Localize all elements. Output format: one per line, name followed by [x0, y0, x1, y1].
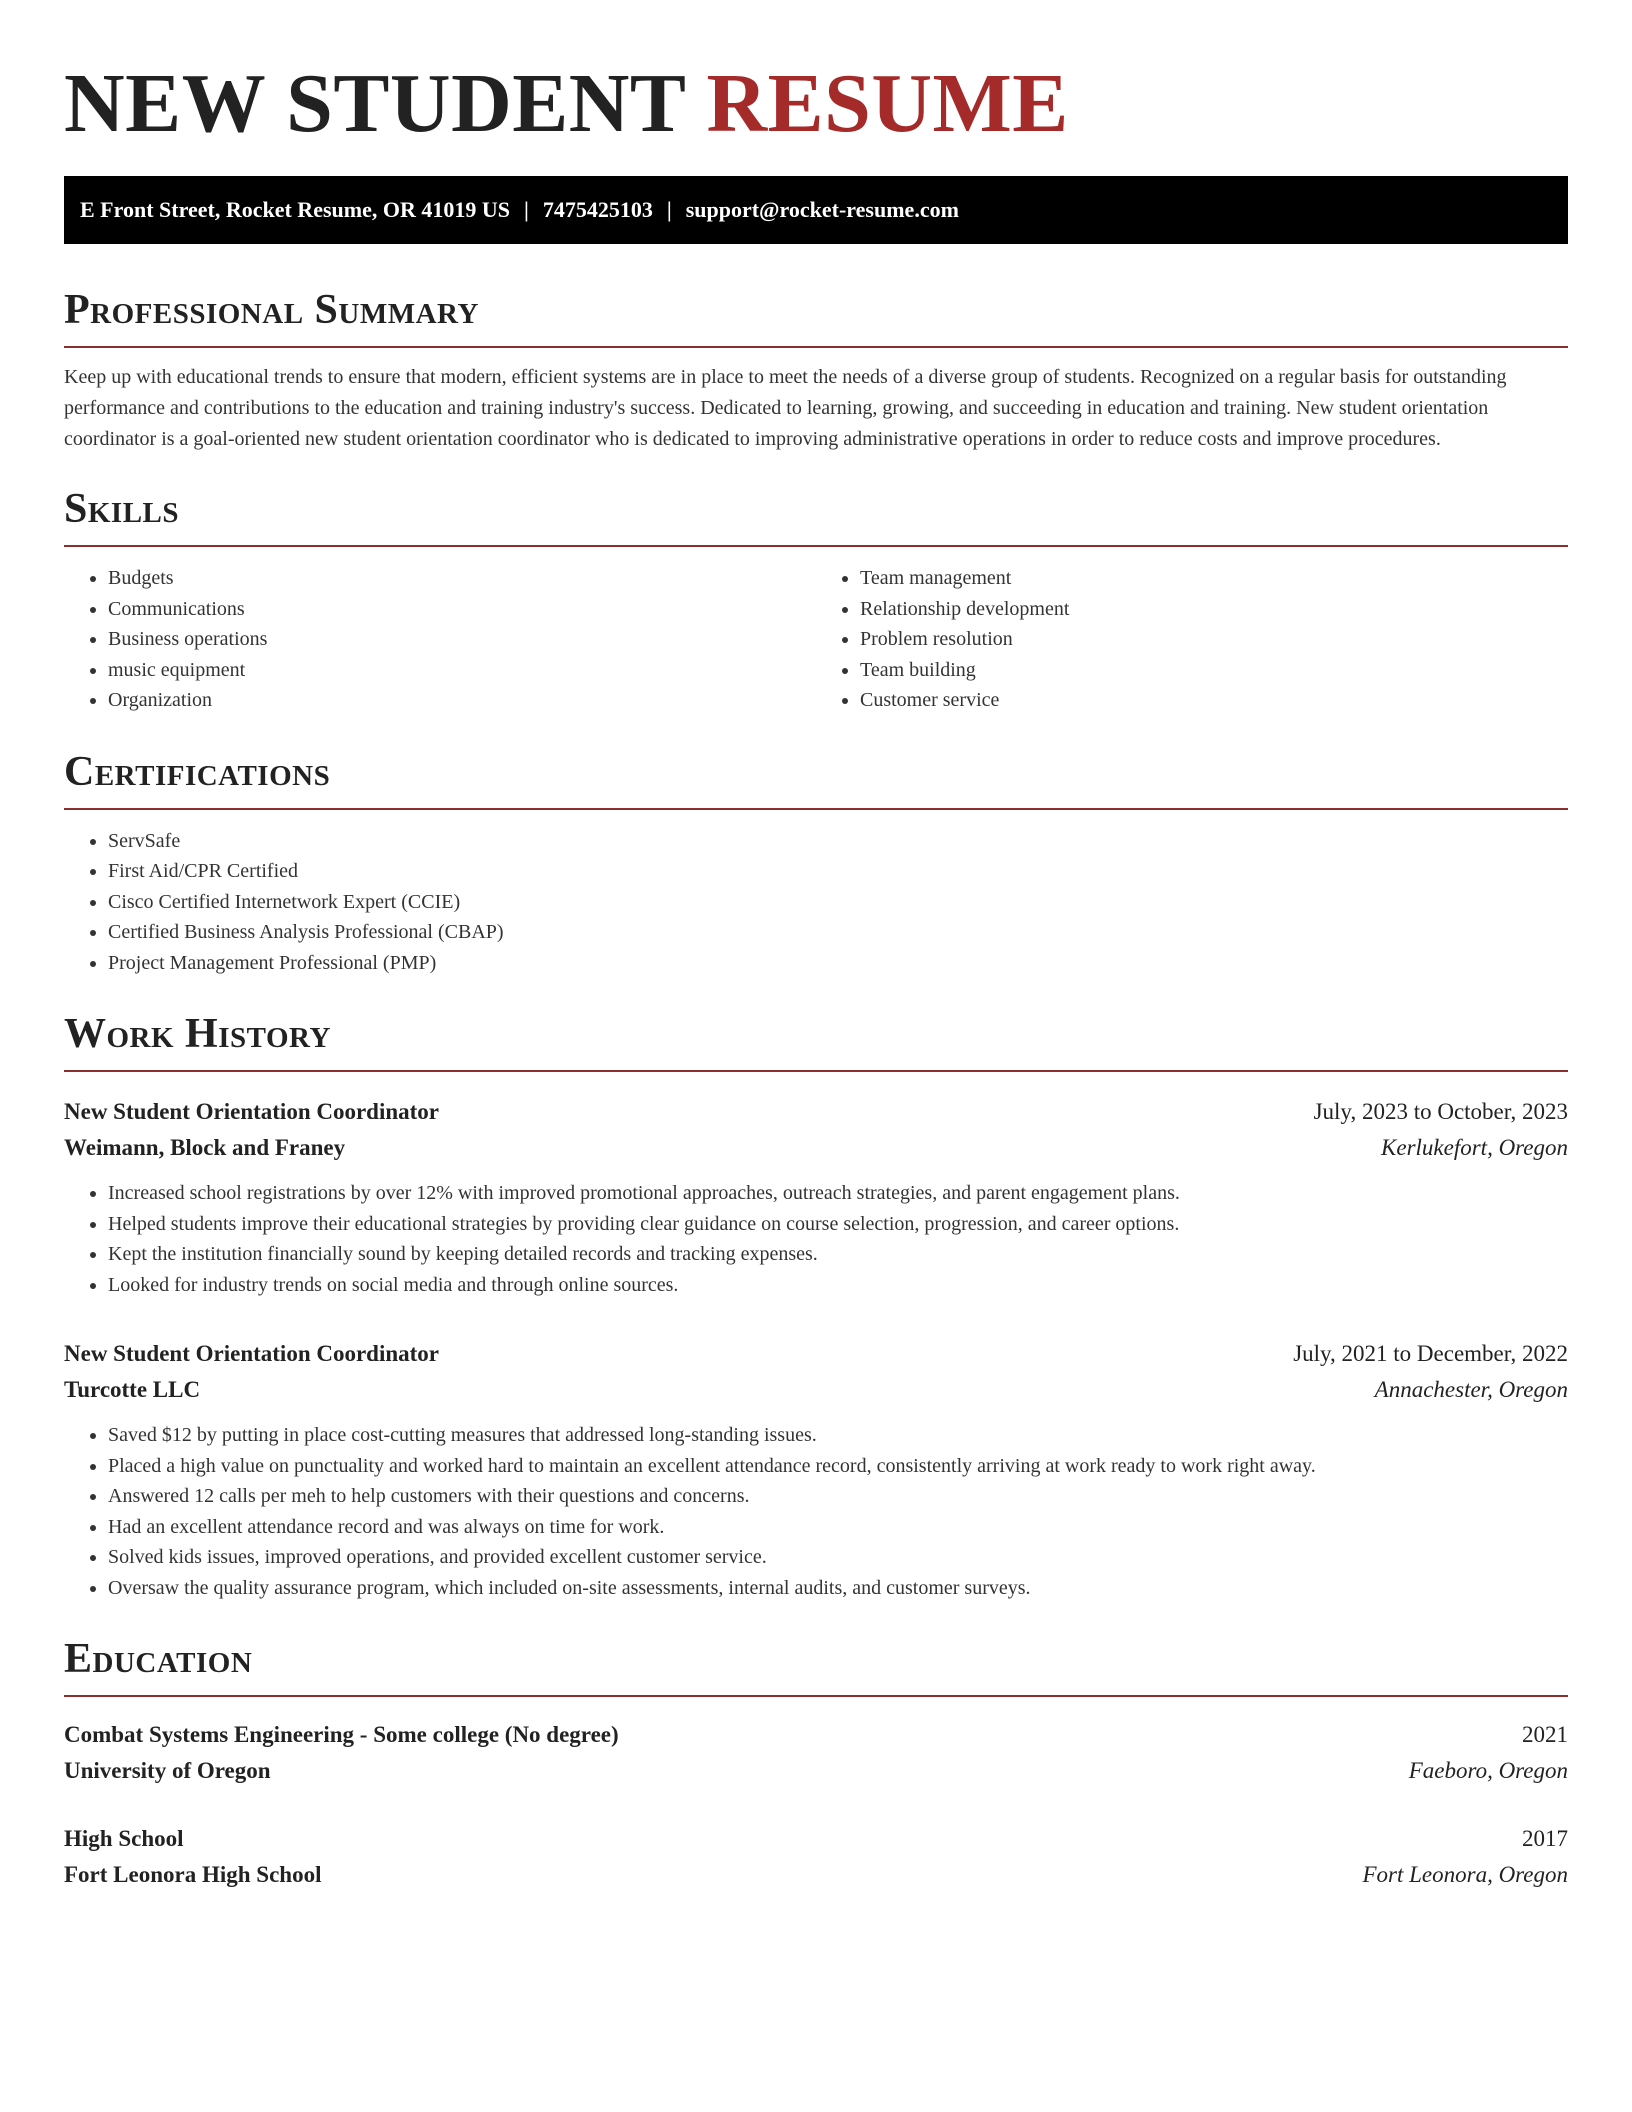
job-company: Weimann, Block and Franey	[64, 1135, 346, 1160]
education-school: University of Oregon	[64, 1758, 271, 1783]
job-bullet: • Answered 12 calls per meh to help customers with their questions and concerns.	[108, 1481, 1568, 1512]
education-year: 2021	[1522, 1722, 1568, 1747]
certification-item: • First Aid/CPR Certified	[108, 856, 1568, 887]
resume-title	[64, 56, 1568, 152]
education-school: Fort Leonora High School	[64, 1862, 322, 1887]
skills-list-left	[64, 563, 816, 716]
contact-separator: |	[523, 197, 529, 222]
job-title: New Student Orientation Coordinator	[64, 1099, 440, 1124]
work-history-heading: Work History	[64, 1008, 1568, 1072]
certification-item: • Cisco Certified Internetwork Expert (CCIE)	[108, 887, 1568, 918]
education-degree: Combat Systems Engineering - Some college (No degree)	[64, 1722, 619, 1747]
skills-list-right	[816, 563, 1568, 716]
job-bullet: • Kept the institution financially sound by keeping detailed records and tracking expenses.	[108, 1239, 1568, 1270]
job-title: New Student Orientation Coordinator	[64, 1341, 440, 1366]
education-location: Fort Leonora, Oregon	[1362, 1862, 1568, 1887]
job-bullet: • Saved $12 by putting in place cost-cutting measures that addressed long-standing issues.	[108, 1420, 1568, 1451]
education-degree-row	[64, 1821, 1568, 1857]
resume-page	[64, 56, 1568, 1893]
contact-address: E Front Street, Rocket Resume, OR 41019 US	[80, 197, 510, 222]
summary-heading: Professional Summary	[64, 284, 1568, 348]
education-school-row	[64, 1857, 1568, 1893]
skill-item: • Communications	[108, 594, 816, 625]
job-dates: July, 2021 to December, 2022	[1293, 1341, 1568, 1366]
job-dates: July, 2023 to October, 2023	[1313, 1099, 1568, 1124]
education-location: Faeboro, Oregon	[1408, 1758, 1568, 1783]
certifications-section	[64, 746, 1568, 979]
certification-item: • Certified Business Analysis Professional (CBAP)	[108, 917, 1568, 948]
skill-item: • Team building	[860, 655, 1568, 686]
skill-item: • Team management	[860, 563, 1568, 594]
skill-item: • Customer service	[860, 685, 1568, 716]
education-section	[64, 1633, 1568, 1893]
title-accent: RESUME	[706, 57, 1069, 150]
education-entry	[64, 1821, 1568, 1893]
job-bullets	[64, 1178, 1568, 1300]
job-bullet: • Increased school registrations by over 12% with improved promotional approaches, outreach strategies, and parent engagement plans.	[108, 1178, 1568, 1209]
job-bullet: • Had an excellent attendance record and was always on time for work.	[108, 1512, 1568, 1543]
certification-item: • ServSafe	[108, 826, 1568, 857]
job-bullet: • Helped students improve their educational strategies by providing clear guidance on course selection, progression, and career options.	[108, 1209, 1568, 1240]
certifications-heading: Certifications	[64, 746, 1568, 810]
skills-heading: Skills	[64, 483, 1568, 547]
job-location: Annachester, Oregon	[1374, 1377, 1568, 1402]
job-entry	[64, 1336, 1568, 1603]
job-header-row	[64, 1336, 1568, 1372]
job-company-row	[64, 1372, 1568, 1408]
skill-item: • Relationship development	[860, 594, 1568, 625]
skills-columns	[64, 547, 1568, 716]
job-company: Turcotte LLC	[64, 1377, 201, 1402]
skill-item: • music equipment	[108, 655, 816, 686]
skill-item: • Organization	[108, 685, 816, 716]
job-bullet: • Looked for industry trends on social media and through online sources.	[108, 1270, 1568, 1301]
education-school-row	[64, 1753, 1568, 1789]
job-header-row	[64, 1094, 1568, 1130]
skill-item: • Budgets	[108, 563, 816, 594]
skill-item: • Business operations	[108, 624, 816, 655]
education-degree: High School	[64, 1826, 184, 1851]
title-main: NEW STUDENT	[64, 57, 685, 150]
contact-bar	[64, 176, 1568, 244]
job-bullet: • Solved kids issues, improved operations, and provided excellent customer service.	[108, 1542, 1568, 1573]
education-heading: Education	[64, 1633, 1568, 1697]
job-bullet: • Oversaw the quality assurance program, which included on-site assessments, internal audits, and customer surveys.	[108, 1573, 1568, 1604]
job-location: Kerlukefort, Oregon	[1381, 1135, 1568, 1160]
contact-separator: |	[666, 197, 672, 222]
skills-section	[64, 483, 1568, 716]
job-company-row	[64, 1130, 1568, 1166]
summary-section	[64, 284, 1568, 455]
education-year: 2017	[1522, 1826, 1568, 1851]
job-bullet: • Placed a high value on punctuality and worked hard to maintain an excellent attendance record, consistently arriving at work ready to work right away.	[108, 1451, 1568, 1482]
education-degree-row	[64, 1717, 1568, 1753]
contact-email: support@rocket-resume.com	[685, 197, 959, 222]
job-bullets	[64, 1420, 1568, 1603]
work-history-section	[64, 1008, 1568, 1603]
contact-phone: 7475425103	[542, 197, 653, 222]
certification-item: • Project Management Professional (PMP)	[108, 948, 1568, 979]
summary-text: Keep up with educational trends to ensure that modern, efficient systems are in place to meet the needs of a diverse group of students. Recognized on a regular basis for outstanding performance and contributions to the education and training industry's success. Dedicated to learning, growing, and succeeding in education and training. New student orientation coordinator is a goal-oriented new student orientation coordinator who is dedicated to improving administrative operations in order to reduce costs and improve procedures.	[64, 366, 1507, 450]
certifications-list	[64, 826, 1568, 979]
education-entry	[64, 1717, 1568, 1789]
skill-item: • Problem resolution	[860, 624, 1568, 655]
job-entry	[64, 1094, 1568, 1300]
